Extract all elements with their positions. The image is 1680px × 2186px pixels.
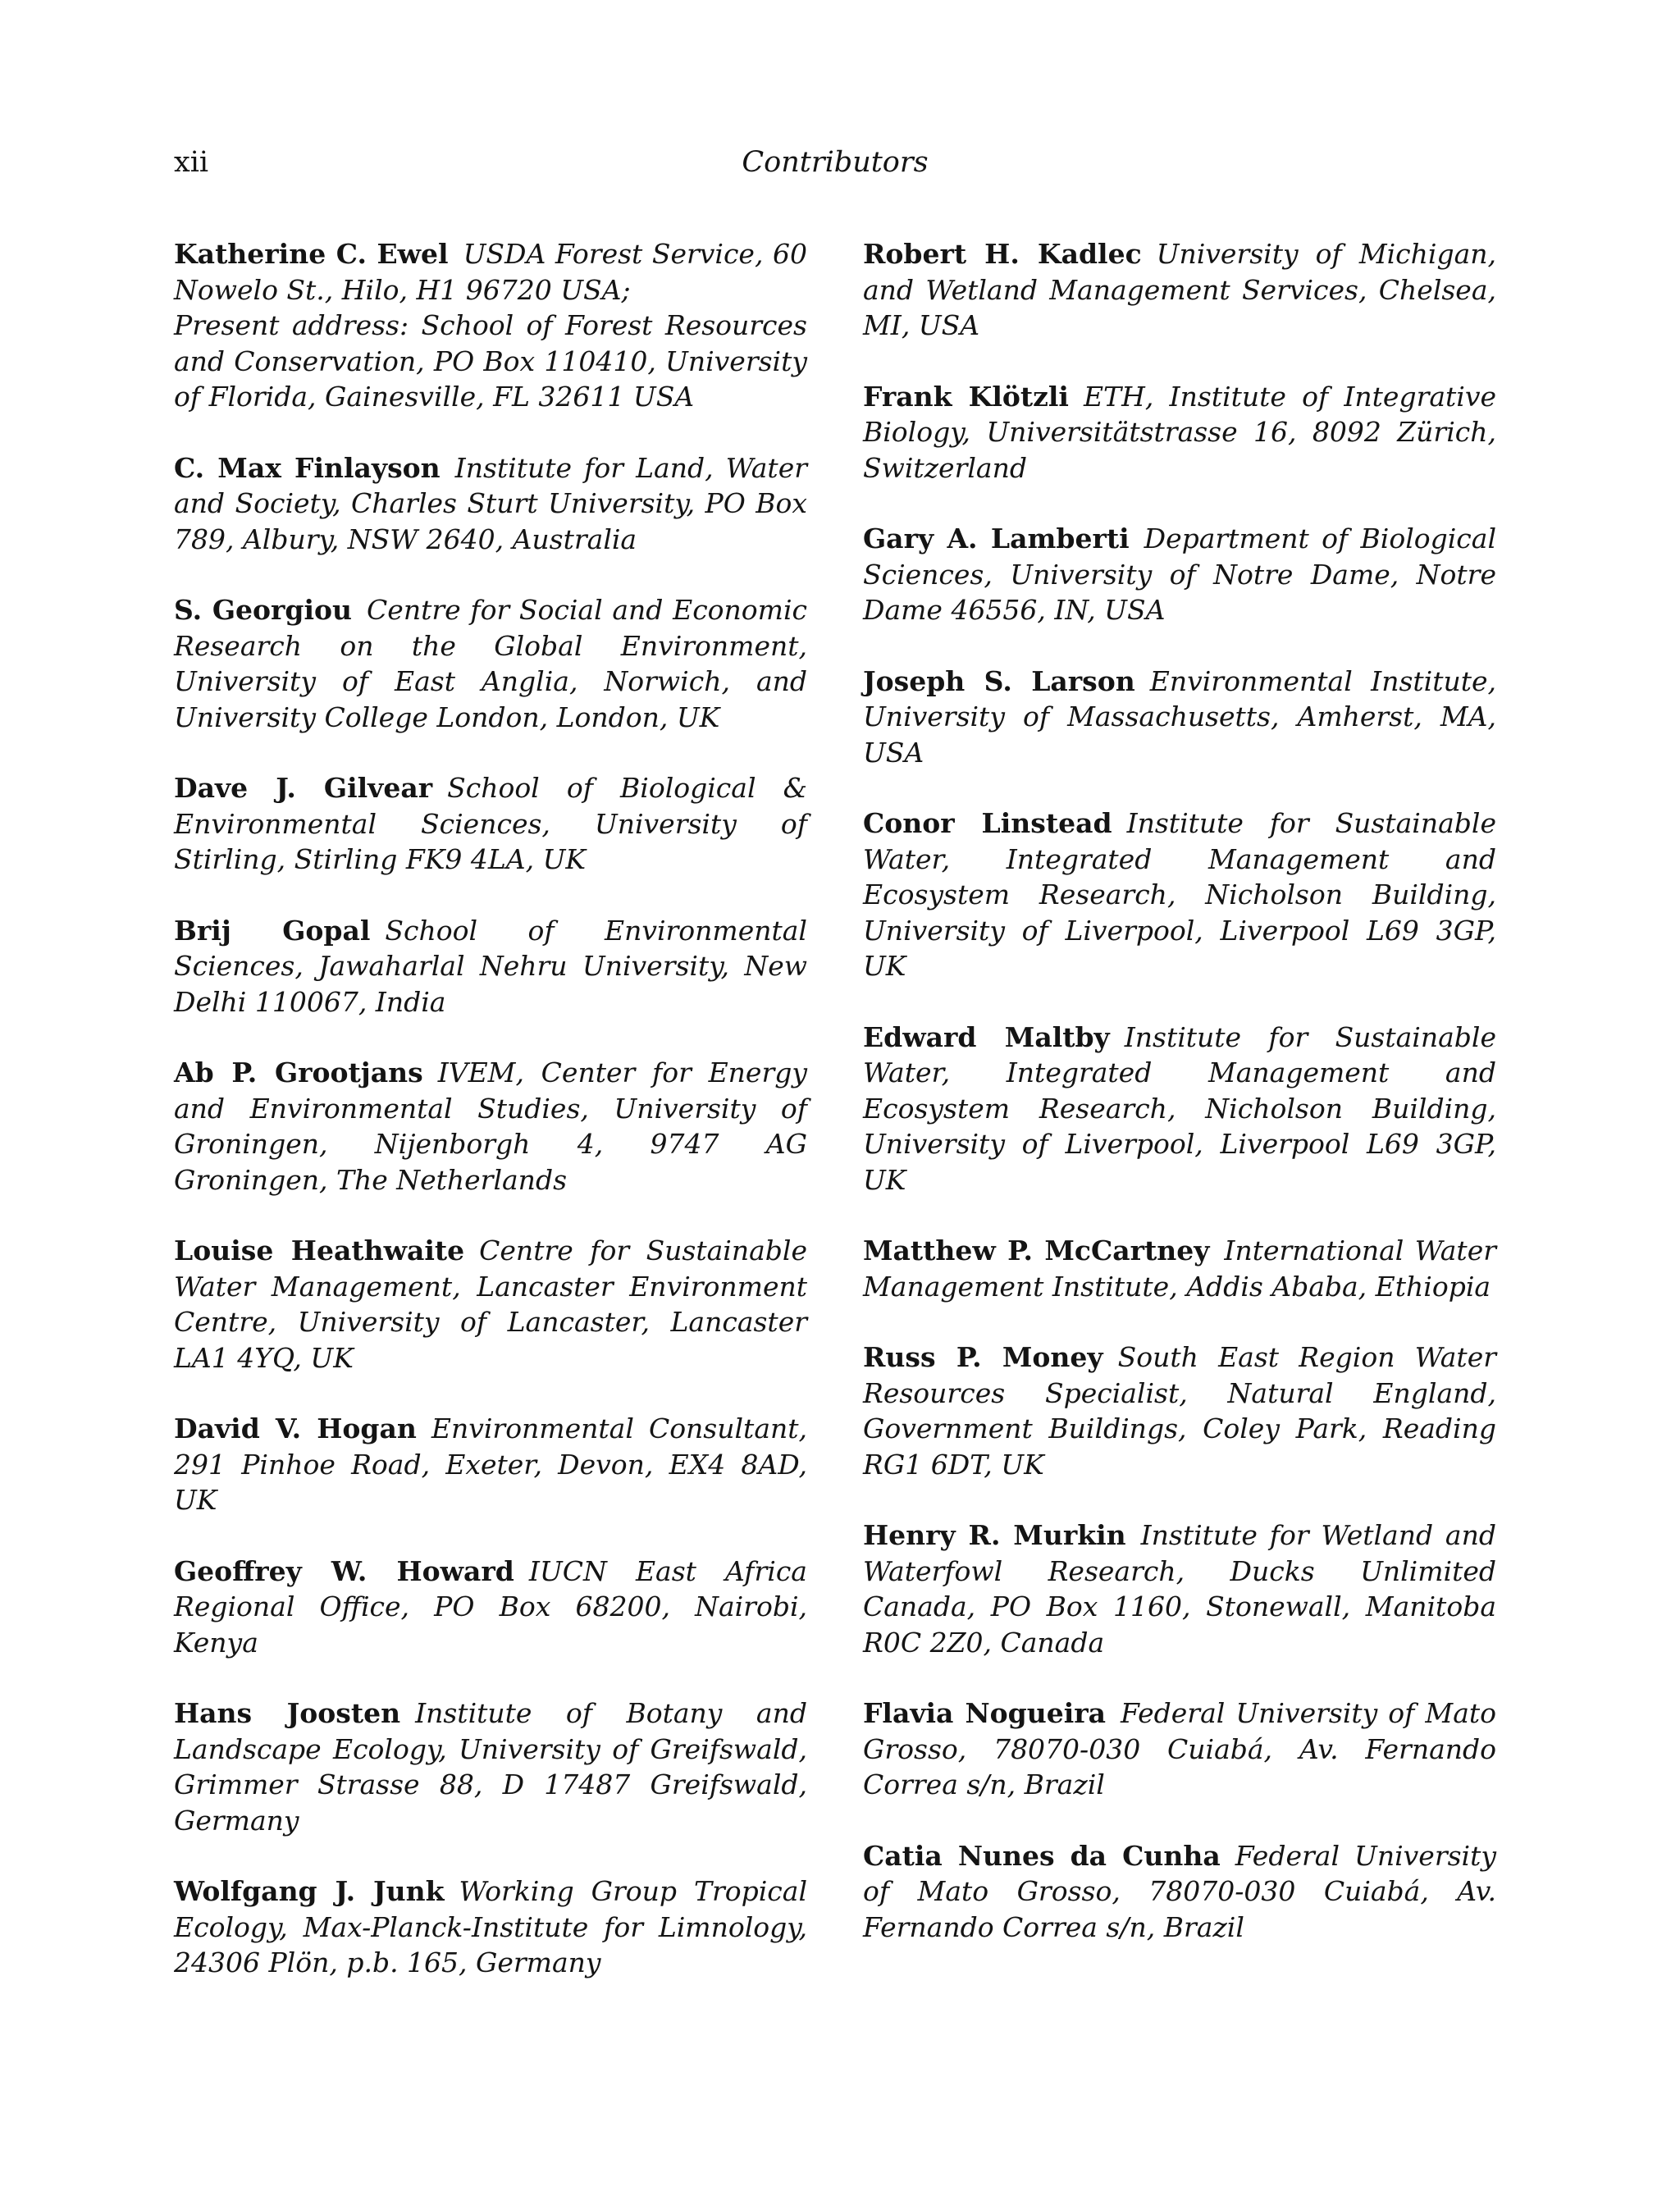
contributor-name: Joseph S. Larson	[863, 664, 1135, 697]
contributor-entry	[863, 1233, 1496, 1304]
contributor-entry	[174, 1554, 807, 1661]
contributor-affiliation: Environmental Institute, University of Massachusetts, Amherst, MA, USA	[863, 664, 1496, 769]
contributor-name: Flavia Nogueira	[863, 1697, 1107, 1729]
contributor-affiliation: South East Region Water Resources Specialist, Natural England, Government Buildings, Coley Park, Reading RG1 6DT, UK	[863, 1341, 1496, 1481]
contributor-entry	[174, 1873, 807, 1981]
contributor-name: Conor Linstead	[863, 807, 1112, 839]
contributor-affiliation: School of Environmental Sciences, Jawaharlal Nehru University, New Delhi 110067, India	[174, 914, 807, 1018]
contributor-name: Russ P. Money	[863, 1341, 1103, 1373]
contributor-name: C. Max Finlayson	[174, 451, 441, 484]
contributor-name: Catia Nunes da Cunha	[863, 1839, 1221, 1872]
contributor-affiliation: ETH, Institute of Integrative Biology, Universitätstrasse 16, 8092 Zürich, Switzerland	[863, 380, 1497, 484]
contributor-affiliation: Environmental Consultant, 291 Pinhoe Road, Exeter, Devon, EX4 8AD, UK	[174, 1412, 807, 1516]
running-head: Contributors	[742, 146, 929, 179]
contributor-entry	[174, 1055, 807, 1198]
page-number: xii	[174, 146, 209, 179]
contributor-affiliation: International Water Management Institute, Addis Ababa, Ethiopia	[863, 1234, 1496, 1303]
contributor-entry	[863, 664, 1496, 771]
contributor-entry	[863, 379, 1496, 486]
contributor-entry	[863, 236, 1496, 344]
contributor-affiliation: Department of Biological Sciences, University of Notre Dame, Notre Dame 46556, IN, USA	[863, 523, 1497, 626]
contributor-entry	[174, 1411, 807, 1518]
contributor-entry	[863, 1838, 1496, 1946]
contributor-entry	[863, 1517, 1496, 1660]
contributor-name: Matthew P. McCartney	[863, 1234, 1210, 1266]
contributor-name: Frank Klötzli	[863, 380, 1069, 413]
contributor-entry	[863, 521, 1496, 628]
contributor-name: Dave J. Gilvear	[174, 772, 433, 804]
contributor-entry	[863, 1020, 1496, 1198]
contributor-entry	[863, 805, 1496, 984]
contributor-name: Gary A. Lamberti	[863, 523, 1130, 554]
contributor-name: David V. Hogan	[174, 1412, 417, 1444]
contributor-name: Edward Maltby	[863, 1020, 1110, 1053]
contributor-affiliation: Institute for Sustainable Water, Integrated Management and Ecosystem Research, Nicholson Building, University of Liverpool, Liverpool L69 3GP, UK	[863, 1020, 1496, 1196]
contributor-affiliation: Institute for Land, Water and Society, Charles Sturt University, PO Box 789, Albury, NSW 2640, Australia	[174, 451, 807, 555]
contributor-name: Hans Joosten	[174, 1697, 401, 1729]
contributor-entry	[174, 592, 807, 735]
contributor-name: Ab P. Grootjans	[174, 1056, 423, 1088]
contributors-left-column	[174, 236, 807, 2016]
contributor-entry	[863, 1339, 1496, 1482]
page-header	[174, 141, 1496, 184]
contributor-affiliation: Institute for Sustainable Water, Integrated Management and Ecosystem Research, Nicholson Building, University of Liverpool, Liverpool L69 3GP, UK	[863, 807, 1496, 982]
contributor-affiliation: Centre for Social and Economic Research on the Global Environment, University of East Anglia, Norwich, and University College London, London, UK	[174, 594, 808, 733]
contributor-affiliation: Federal University of Mato Grosso, 78070-030 Cuiabá, Av. Fernando Correa s/n, Brazil	[863, 1697, 1496, 1800]
contributor-name: Brij Gopal	[174, 914, 371, 947]
contributor-name: Wolfgang J. Junk	[174, 1875, 445, 1907]
contributors-right-column	[863, 236, 1496, 1980]
contributor-affiliation: Institute for Wetland and Waterfowl Research, Ducks Unlimited Canada, PO Box 1160, Stonewall, Manitoba R0C 2Z0, Canada	[863, 1519, 1496, 1659]
contributor-entry	[174, 1695, 807, 1838]
contributor-name: Katherine C. Ewel	[174, 238, 449, 270]
contributor-affiliation: University of Michigan, and Wetland Management Services, Chelsea, MI, USA	[863, 238, 1496, 341]
contributor-affiliation: IUCN East Africa Regional Office, PO Box 68200, Nairobi, Kenya	[174, 1554, 807, 1659]
contributor-name: Louise Heathwaite	[174, 1234, 465, 1266]
contributor-entry	[174, 913, 807, 1020]
contributor-affiliation: Institute of Botany and Landscape Ecology, University of Greifswald, Grimmer Strasse 88, D 17487 Greifswald, Germany	[174, 1697, 807, 1837]
contributor-entry	[174, 236, 807, 415]
contributor-affiliation: Centre for Sustainable Water Management, Lancaster Environment Centre, University of Lancaster, Lancaster LA1 4YQ, UK	[174, 1234, 807, 1374]
contributor-affiliation: IVEM, Center for Energy and Environmental Studies, University of Groningen, Nijenborgh 4, 9747 AG Groningen, The Netherlands	[174, 1056, 807, 1196]
contributor-name: Geoffrey W. Howard	[174, 1554, 514, 1587]
contributor-name: S. Georgiou	[174, 594, 353, 626]
contributor-entry	[174, 770, 807, 878]
contributor-entry	[863, 1695, 1496, 1803]
contributor-name: Robert H. Kadlec	[863, 238, 1142, 270]
contributor-affiliation: School of Biological & Environmental Sciences, University of Stirling, Stirling FK9 4LA, UK	[174, 772, 807, 875]
contributor-affiliation: Working Group Tropical Ecology, Max-Planck-Institute for Limnology, 24306 Plön, p.b. 165, Germany	[174, 1875, 807, 1978]
contributor-affiliation: USDA Forest Service, 60 Nowelo St., Hilo, H1 96720 USA;	[174, 238, 807, 306]
contributor-name: Henry R. Murkin	[863, 1519, 1126, 1551]
contributor-present-address: Present address: School of Forest Resources and Conservation, PO Box 110410, University of Florida, Gainesville, FL 32611 USA	[174, 309, 807, 413]
contributor-entry	[174, 450, 807, 558]
contributor-affiliation: Federal University of Mato Grosso, 78070-030 Cuiabá, Av. Fernando Correa s/n, Brazil	[863, 1839, 1496, 1943]
contributor-entry	[174, 1233, 807, 1376]
